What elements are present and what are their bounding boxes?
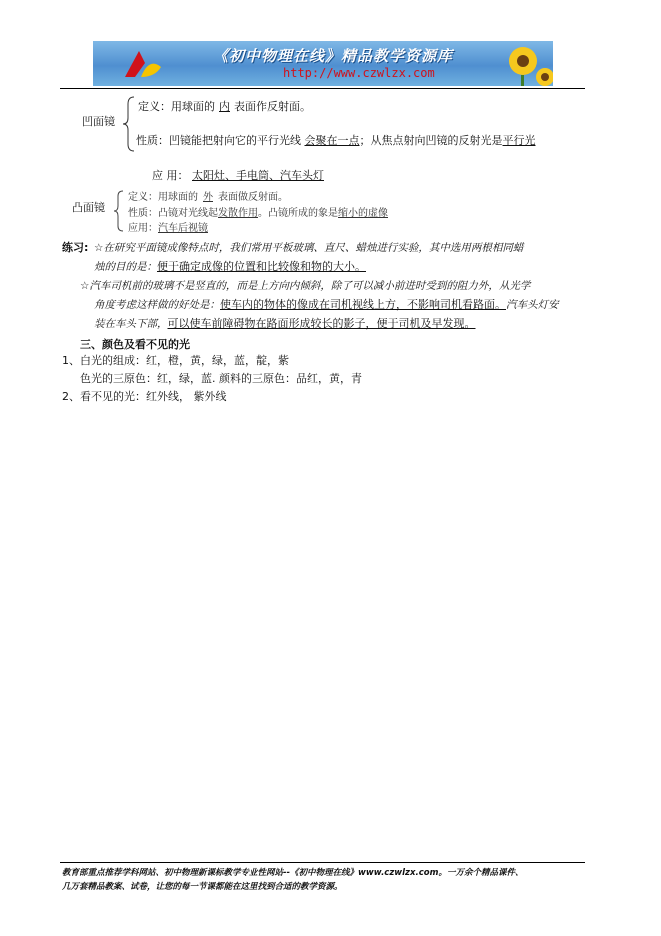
sunflower-icon (493, 41, 553, 86)
convex-application: 应用：汽车后视镜 (128, 223, 208, 234)
exercise-q1-line2: 烛的目的是：便于确定成像的位置和比较像和物的大小。 (94, 260, 366, 273)
site-logo-icon (121, 47, 165, 81)
footer-rule (60, 862, 585, 863)
footer-line2: 几万套精品教案、试卷，让您的每一节课都能在这里找到合适的教学资源。 (62, 882, 343, 892)
footer-line1: 教育部重点推荐学科网站、初中物理新课标教学专业性网站--《初中物理在线》www.czwlzx.com。一万余个精品课件、 (62, 868, 524, 878)
concave-property: 性质：凹镜能把射向它的平行光线 会聚在一点；从焦点射向凹镜的反射光是平行光 (136, 134, 536, 147)
exercise-q2-answer2: 可以使车前障碍物在路面形成较长的影子，便于司机及早发现。 (167, 317, 476, 330)
exercise-q1-answer: 便于确定成像的位置和比较像和物的大小。 (157, 260, 366, 273)
convex-brace (113, 190, 125, 232)
section3-item1-sub: 色光的三原色：红，绿，蓝. 颜料的三原色：品红，黄，青 (80, 372, 362, 385)
exercise-q2-line3: 装在车头下部，可以使车前障碍物在路面形成较长的影子，便于司机及早发现。 (94, 317, 476, 330)
header-banner (93, 41, 553, 86)
exercise-q2-line1: ☆汽车司机前的玻璃不是竖直的，而是上方向内倾斜，除了可以减小前进时受到的阻力外，从光学 (80, 280, 531, 292)
convex-property: 性质：凸镜对光线起发散作用。凸镜所成的象是缩小的虚像 (128, 208, 388, 219)
exercise-q1-line1: ☆在研究平面镜成像特点时，我们常用平板玻璃、直尺、蜡烛进行实验，其中选用两根相同蜡 (94, 242, 524, 254)
section3-item2: 2、看不见的光：红外线， 紫外线 (62, 390, 227, 403)
banner-title: 《初中物理在线》精品教学资源库 (213, 47, 454, 65)
exercise-q2-answer1: 使车内的物体的像成在司机视线上方，不影响司机看路面。 (220, 298, 506, 311)
footer (62, 866, 602, 894)
exercise-q2-line2: 角度考虑这样做的好处是：使车内的物体的像成在司机视线上方，不影响司机看路面。汽车头灯安 (94, 298, 559, 311)
convex-definition: 定义：用球面的 外 表面做反射面。 (128, 192, 288, 203)
concave-brace (122, 96, 136, 152)
section3-item1: 1、白光的组成：红，橙，黄，绿，蓝，靛，紫 (62, 354, 289, 367)
concave-application: 应 用： 太阳灶、手电筒、汽车头灯 (152, 169, 324, 182)
header-rule (60, 88, 585, 89)
exercise-label: 练习: (62, 241, 89, 254)
banner-url: http://www.czwlzx.com (283, 66, 435, 80)
concave-label: 凹面镜 (82, 115, 115, 128)
convex-label: 凸面镜 (72, 201, 105, 214)
concave-definition: 定义：用球面的 内 表面作反射面。 (138, 100, 311, 113)
section3-title: 三、颜色及看不见的光 (80, 338, 190, 351)
